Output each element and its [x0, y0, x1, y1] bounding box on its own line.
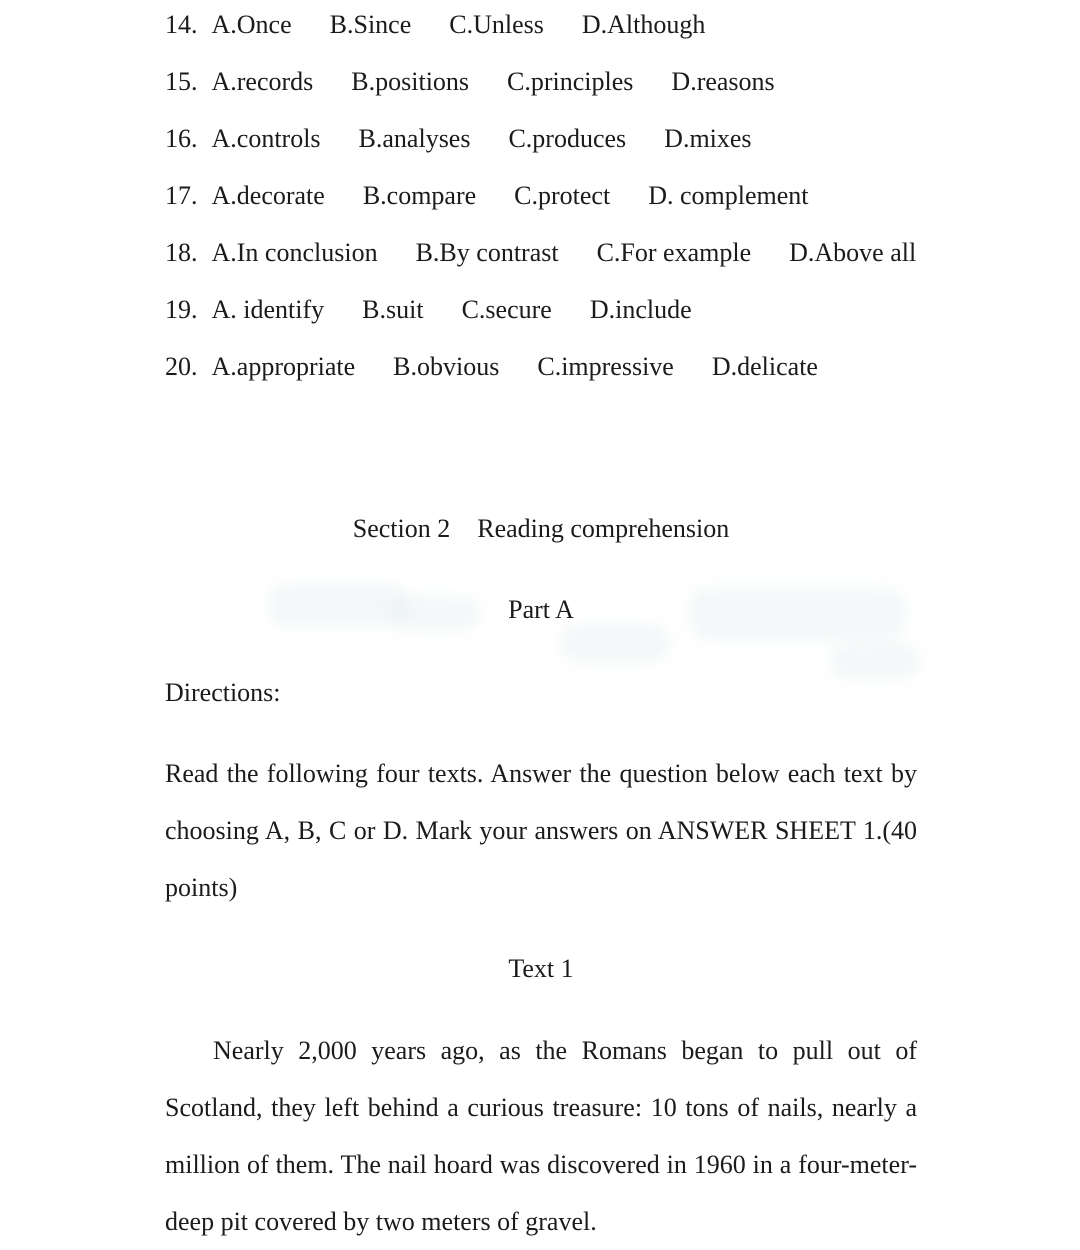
question-number: 17. — [165, 181, 198, 210]
option-d: D.delicate — [711, 352, 818, 381]
question-number: 20. — [165, 352, 198, 381]
option-a: A.records — [211, 67, 314, 96]
option-d: D.mixes — [664, 124, 752, 153]
question-number: 15. — [165, 67, 198, 96]
option-a: A. identify — [211, 295, 325, 324]
option-c: C.protect — [514, 181, 611, 210]
option-b: B.Since — [329, 10, 412, 39]
option-d: D.include — [589, 295, 692, 324]
section2-heading-number: Section 2 — [352, 514, 451, 543]
question-number: 14. — [165, 10, 198, 39]
question-row-20 — [165, 338, 917, 395]
option-a: A.Once — [211, 10, 292, 39]
exam-page — [165, 0, 917, 1250]
question-number: 16. — [165, 124, 198, 153]
directions-paragraph: Read the following four texts. Answer the question below each text by choosing A, B, C or D. Mark your answers on ANSWER SHEET 1.(40 points) — [165, 759, 917, 902]
option-b: B.suit — [362, 295, 424, 324]
question-row-18 — [165, 224, 917, 281]
question-row-15 — [165, 53, 917, 110]
question-row-14 — [165, 0, 917, 53]
question-number: 18. — [165, 238, 198, 267]
option-a: A.appropriate — [211, 352, 356, 381]
option-a: A.In conclusion — [211, 238, 378, 267]
option-c: C.principles — [507, 67, 634, 96]
option-b: B.positions — [351, 67, 470, 96]
option-d: D.reasons — [671, 67, 775, 96]
option-a: A.decorate — [211, 181, 325, 210]
option-b: B.obvious — [393, 352, 500, 381]
question-row-17 — [165, 167, 917, 224]
option-d: D. complement — [648, 181, 809, 210]
cloze-question-list — [165, 0, 917, 395]
option-c: C.secure — [461, 295, 552, 324]
section2-heading-title: Reading comprehension — [477, 514, 730, 543]
option-b: B.analyses — [358, 124, 471, 153]
directions-label: Directions: — [165, 678, 281, 707]
question-number: 19. — [165, 295, 198, 324]
part-a-heading: Part A — [508, 595, 574, 624]
text1-paragraph: Nearly 2,000 years ago, as the Romans began to pull out of Scotland, they left behind a curious treasure: 10 tons of nails, nearly a million of them. The nail hoard was discovered in 1960 in a four-meter-deep pit covered by two meters of gravel. — [165, 1036, 917, 1236]
option-c: C.produces — [508, 124, 627, 153]
option-d: D.Above all — [789, 238, 917, 267]
option-c: C.impressive — [537, 352, 674, 381]
option-b: B.By contrast — [415, 238, 559, 267]
option-a: A.controls — [211, 124, 321, 153]
question-row-16 — [165, 110, 917, 167]
section2-heading — [165, 500, 917, 557]
option-c: C.For example — [596, 238, 752, 267]
option-d: D.Although — [581, 10, 706, 39]
option-b: B.compare — [362, 181, 477, 210]
question-row-19 — [165, 281, 917, 338]
text1-heading: Text 1 — [508, 954, 574, 983]
option-c: C.Unless — [449, 10, 544, 39]
